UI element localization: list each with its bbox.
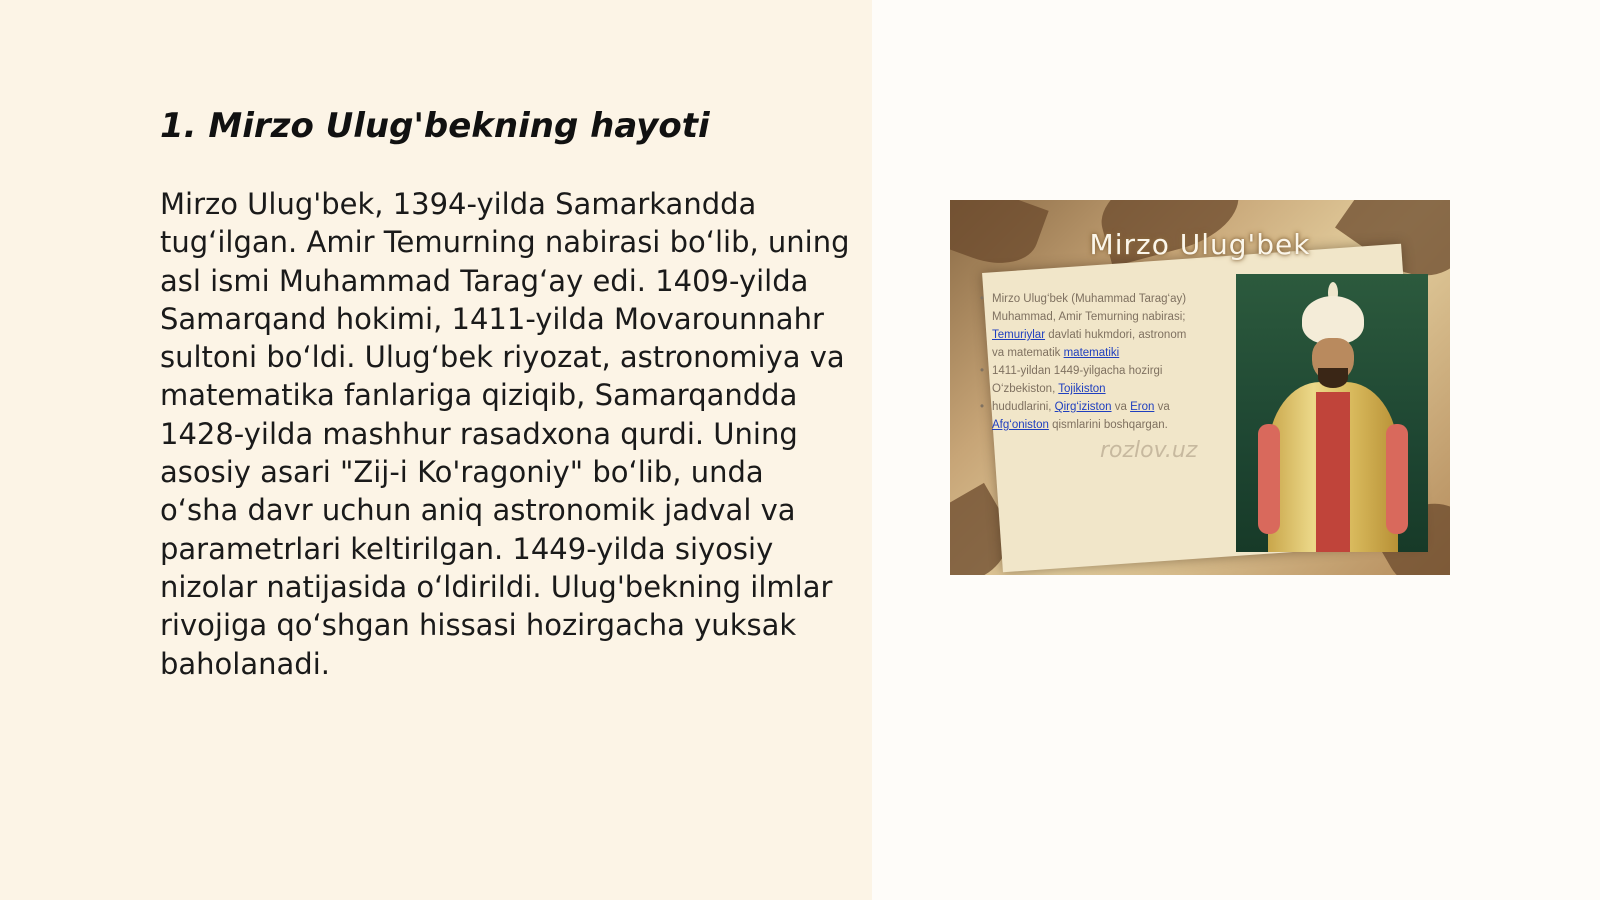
image-text-block <box>980 290 1200 434</box>
image-bullet-3 <box>980 398 1200 434</box>
ulugbek-slide-image <box>950 200 1450 575</box>
link-matematiki[interactable]: matematiki <box>1063 347 1120 359</box>
image-bullet-2 <box>980 362 1200 398</box>
image-bullet-text: va <box>1111 401 1131 413</box>
link-tojikiston[interactable]: Tojikiston <box>1058 383 1106 395</box>
image-bullet-text: Mirzo Ulug‘bek (Muhammad Tarag‘ay) Muhammad, Amir Temurning nabirasi; <box>992 293 1187 323</box>
slide-body-text: Mirzo Ulug'bek, 1394-yilda Samarkandda tug‘ilgan. Amir Temurning nabirasi bo‘lib, uning asl ismi Muhammad Tarag‘ay edi. 1409-yilda Samarqand hokimi, 1411-yilda Movarounnahr sultoni bo‘ldi. Ulug‘bek riyozat, astronomiya va matematika fanlariga qiziqib, Samarqandda 1428-yilda mashhur rasadxona qurdi. Uning asosiy asari "Zij-i Ko'ragoniy" bo‘lib, unda o‘sha davr uchun aniq astronomik jadval va parametrlari keltirilgan. 1449-yilda siyosiy nizolar natijasida o‘ldirildi. Ulug'bekning ilmlar rivojiga qo‘shgan hissasi hozirgacha yuksak baholanadi. <box>160 187 850 681</box>
beard-shape <box>1318 368 1348 388</box>
link-qirgiziston[interactable]: Qirg‘iziston <box>1054 401 1112 413</box>
left-arm-shape <box>1258 424 1280 534</box>
image-bullet-text: qismlarini boshqargan. <box>1048 419 1168 431</box>
image-bullet-text: hududlarini, <box>992 401 1055 413</box>
image-bullet-text: va <box>1154 401 1170 413</box>
turban-icon <box>1302 296 1364 344</box>
link-eron[interactable]: Eron <box>1130 401 1155 413</box>
image-bullet-text: 1411-yildan 1449-yilgacha hozirgi O‘zbekiston, <box>992 365 1163 395</box>
inner-robe-shape <box>1316 392 1350 552</box>
right-arm-shape <box>1386 424 1408 534</box>
link-afgoniston[interactable]: Afg‘oniston <box>992 419 1049 431</box>
image-title: Mirzo Ulug'bek <box>1089 228 1311 261</box>
image-watermark: rozlov.uz <box>1100 438 1198 463</box>
ulugbek-portrait <box>1236 274 1428 552</box>
link-temuriylar[interactable]: Temuriylar <box>992 329 1046 341</box>
image-bullet-1 <box>980 290 1200 362</box>
image-bullet-text: davlati hukmdori, astronom va matematik <box>992 329 1187 359</box>
slide-title: 1. Mirzo Ulug'bekning hayoti <box>160 106 710 146</box>
